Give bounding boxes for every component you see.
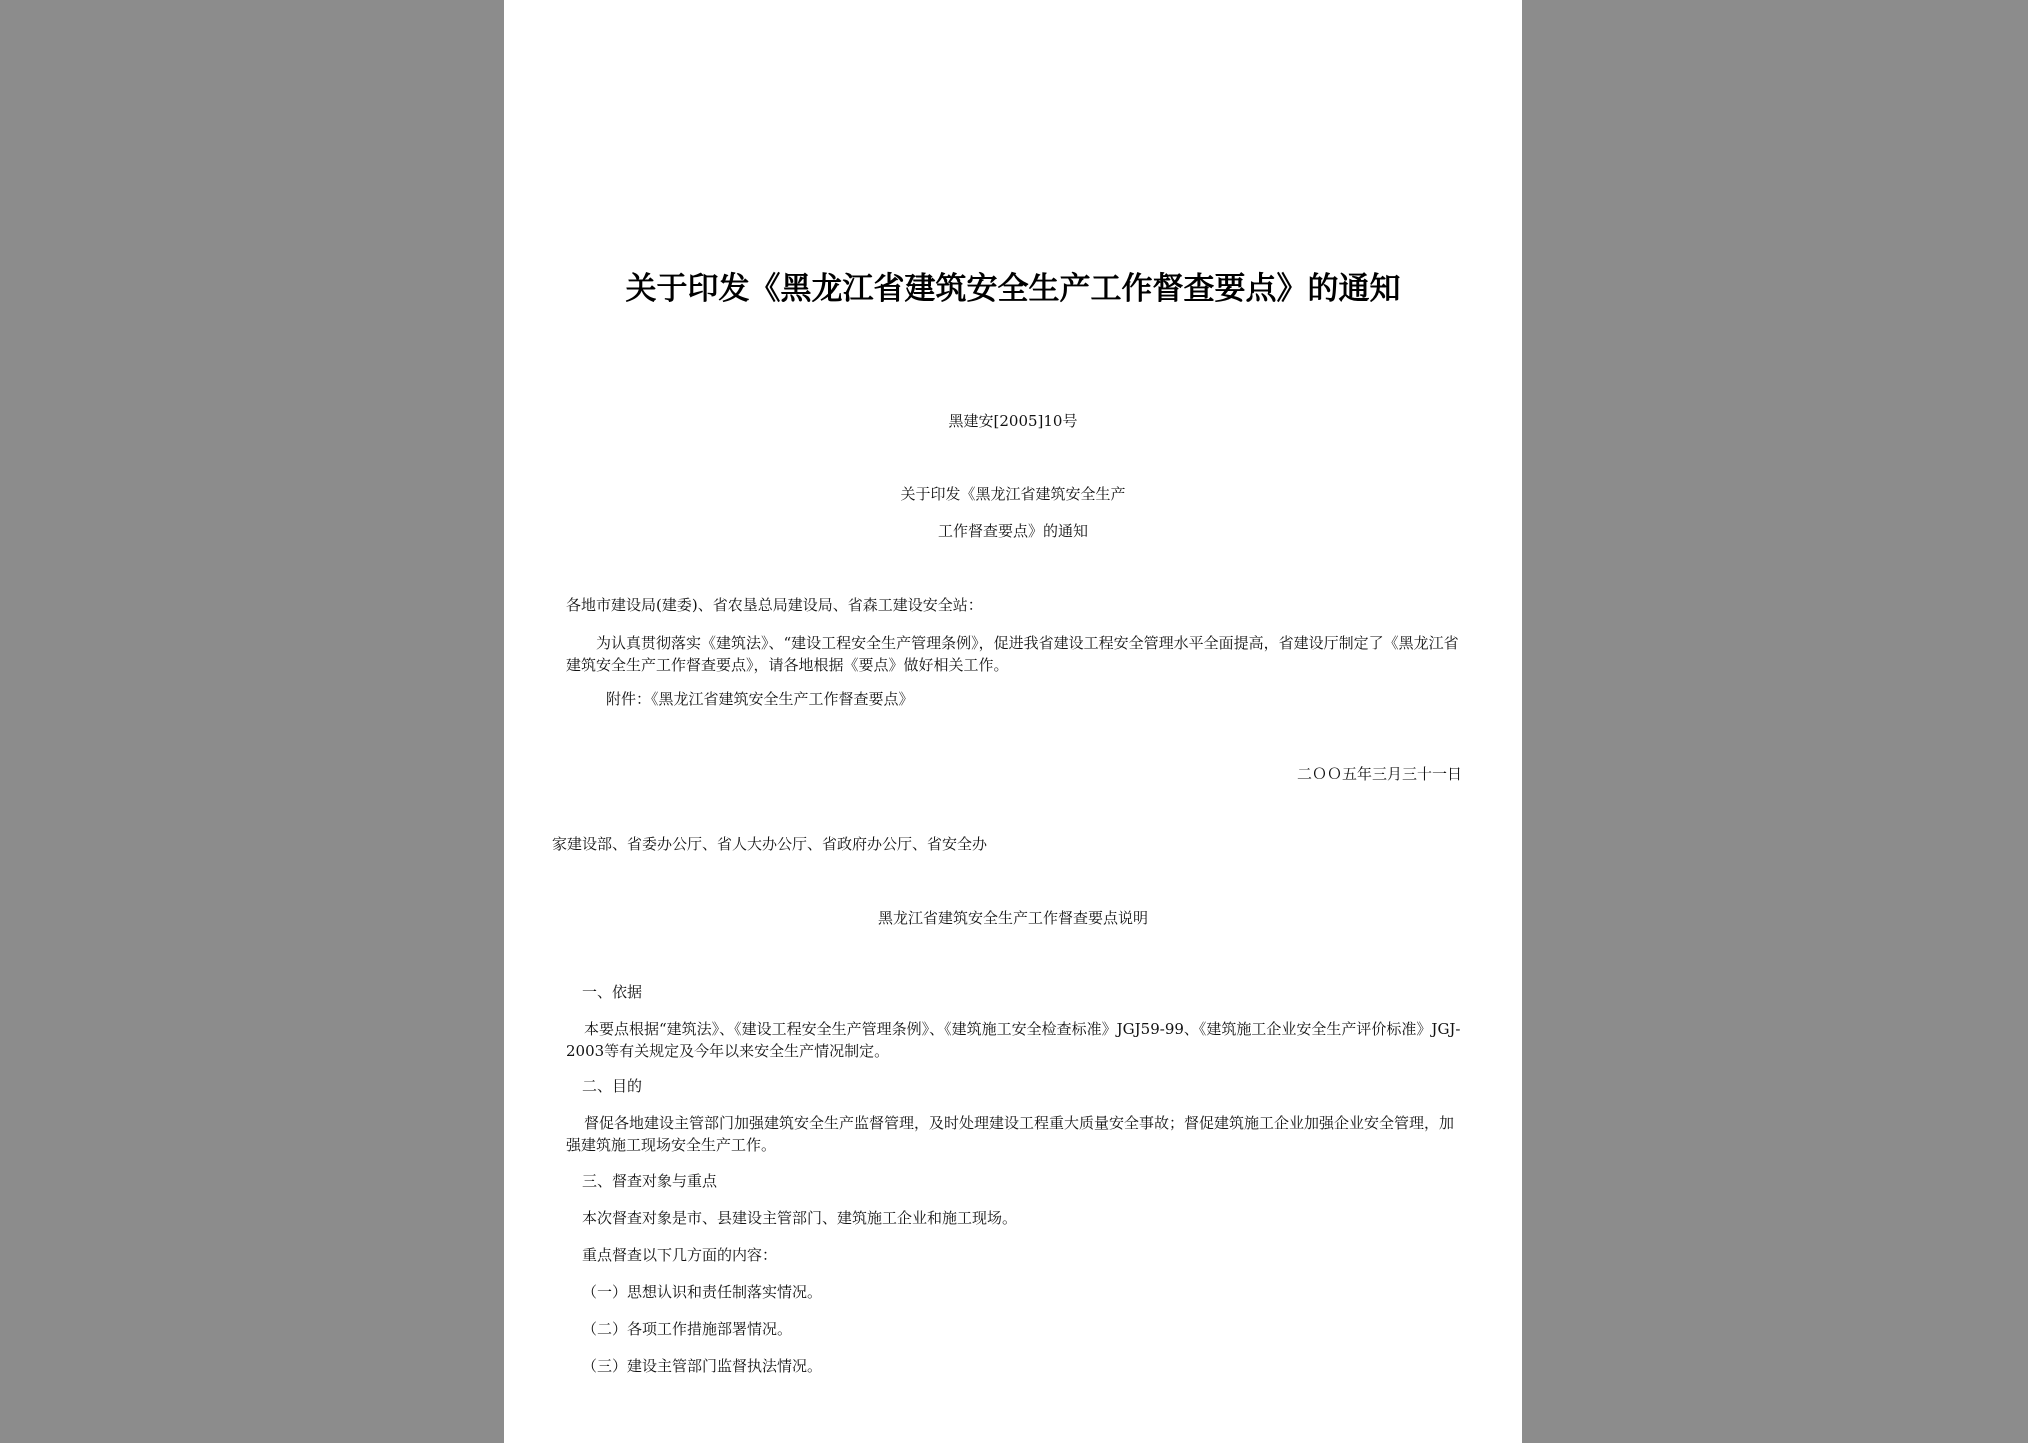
section-1-heading: 一、依据 xyxy=(582,983,643,1001)
body-paragraph: 为认真贯彻落实《建筑法》、“建设工程安全生产管理条例》，促进我省建设工程安全管理水平全面提高，省建设厅制定了《黑龙江省建筑安全生产工作督查要点》，请各地根据《要点》做好相关工作。 xyxy=(566,634,1459,674)
section-3-text-1: 本次督查对象是市、县建设主管部门、建筑施工企业和施工现场。 xyxy=(582,1209,1018,1227)
section-1-text: 本要点根据“建筑法》、《建设工程安全生产管理条例》、《建筑施工安全检查标准》JGJ59-99、《建筑施工企业安全生产评价标准》JGJ-2003等有关规定及今年以来安全生产情况制定。 xyxy=(566,1020,1461,1060)
list-item-1: （一）思想认识和责任制落实情况。 xyxy=(582,1283,823,1301)
document-date: 二ＯＯ五年三月三十一日 xyxy=(1296,765,1462,783)
document-title: 关于印发《黑龙江省建筑安全生产工作督查要点》的通知 xyxy=(625,271,1401,307)
document-page xyxy=(504,0,1522,1443)
list-item-2: （二）各项工作措施部署情况。 xyxy=(582,1320,793,1338)
subtitle-line-2: 工作督查要点》的通知 xyxy=(937,522,1088,540)
cc-line: 家建设部、省委办公厅、省人大办公厅、省政府办公厅、省安全办 xyxy=(552,835,988,853)
recipients-line: 各地市建设局(建委)、省农垦总局建设局、省森工建设安全站： xyxy=(566,596,983,614)
section-3-heading: 三、督查对象与重点 xyxy=(582,1172,718,1190)
explanation-title: 黑龙江省建筑安全生产工作督查要点说明 xyxy=(877,909,1148,927)
section-2-text: 督促各地建设主管部门加强建筑安全生产监督管理，及时处理建设工程重大质量安全事故；督促建筑施工企业加强企业安全管理，加强建筑施工现场安全生产工作。 xyxy=(566,1114,1455,1154)
section-3-text-2: 重点督查以下几方面的内容： xyxy=(582,1246,778,1264)
attachment-line: 附件：《黑龙江省建筑安全生产工作督查要点》 xyxy=(606,690,914,708)
document-number: 黑建安[2005]10号 xyxy=(948,412,1078,430)
list-item-3: （三）建设主管部门监督执法情况。 xyxy=(582,1357,823,1375)
section-2-heading: 二、目的 xyxy=(582,1077,643,1095)
subtitle-line-1: 关于印发《黑龙江省建筑安全生产 xyxy=(900,485,1126,503)
